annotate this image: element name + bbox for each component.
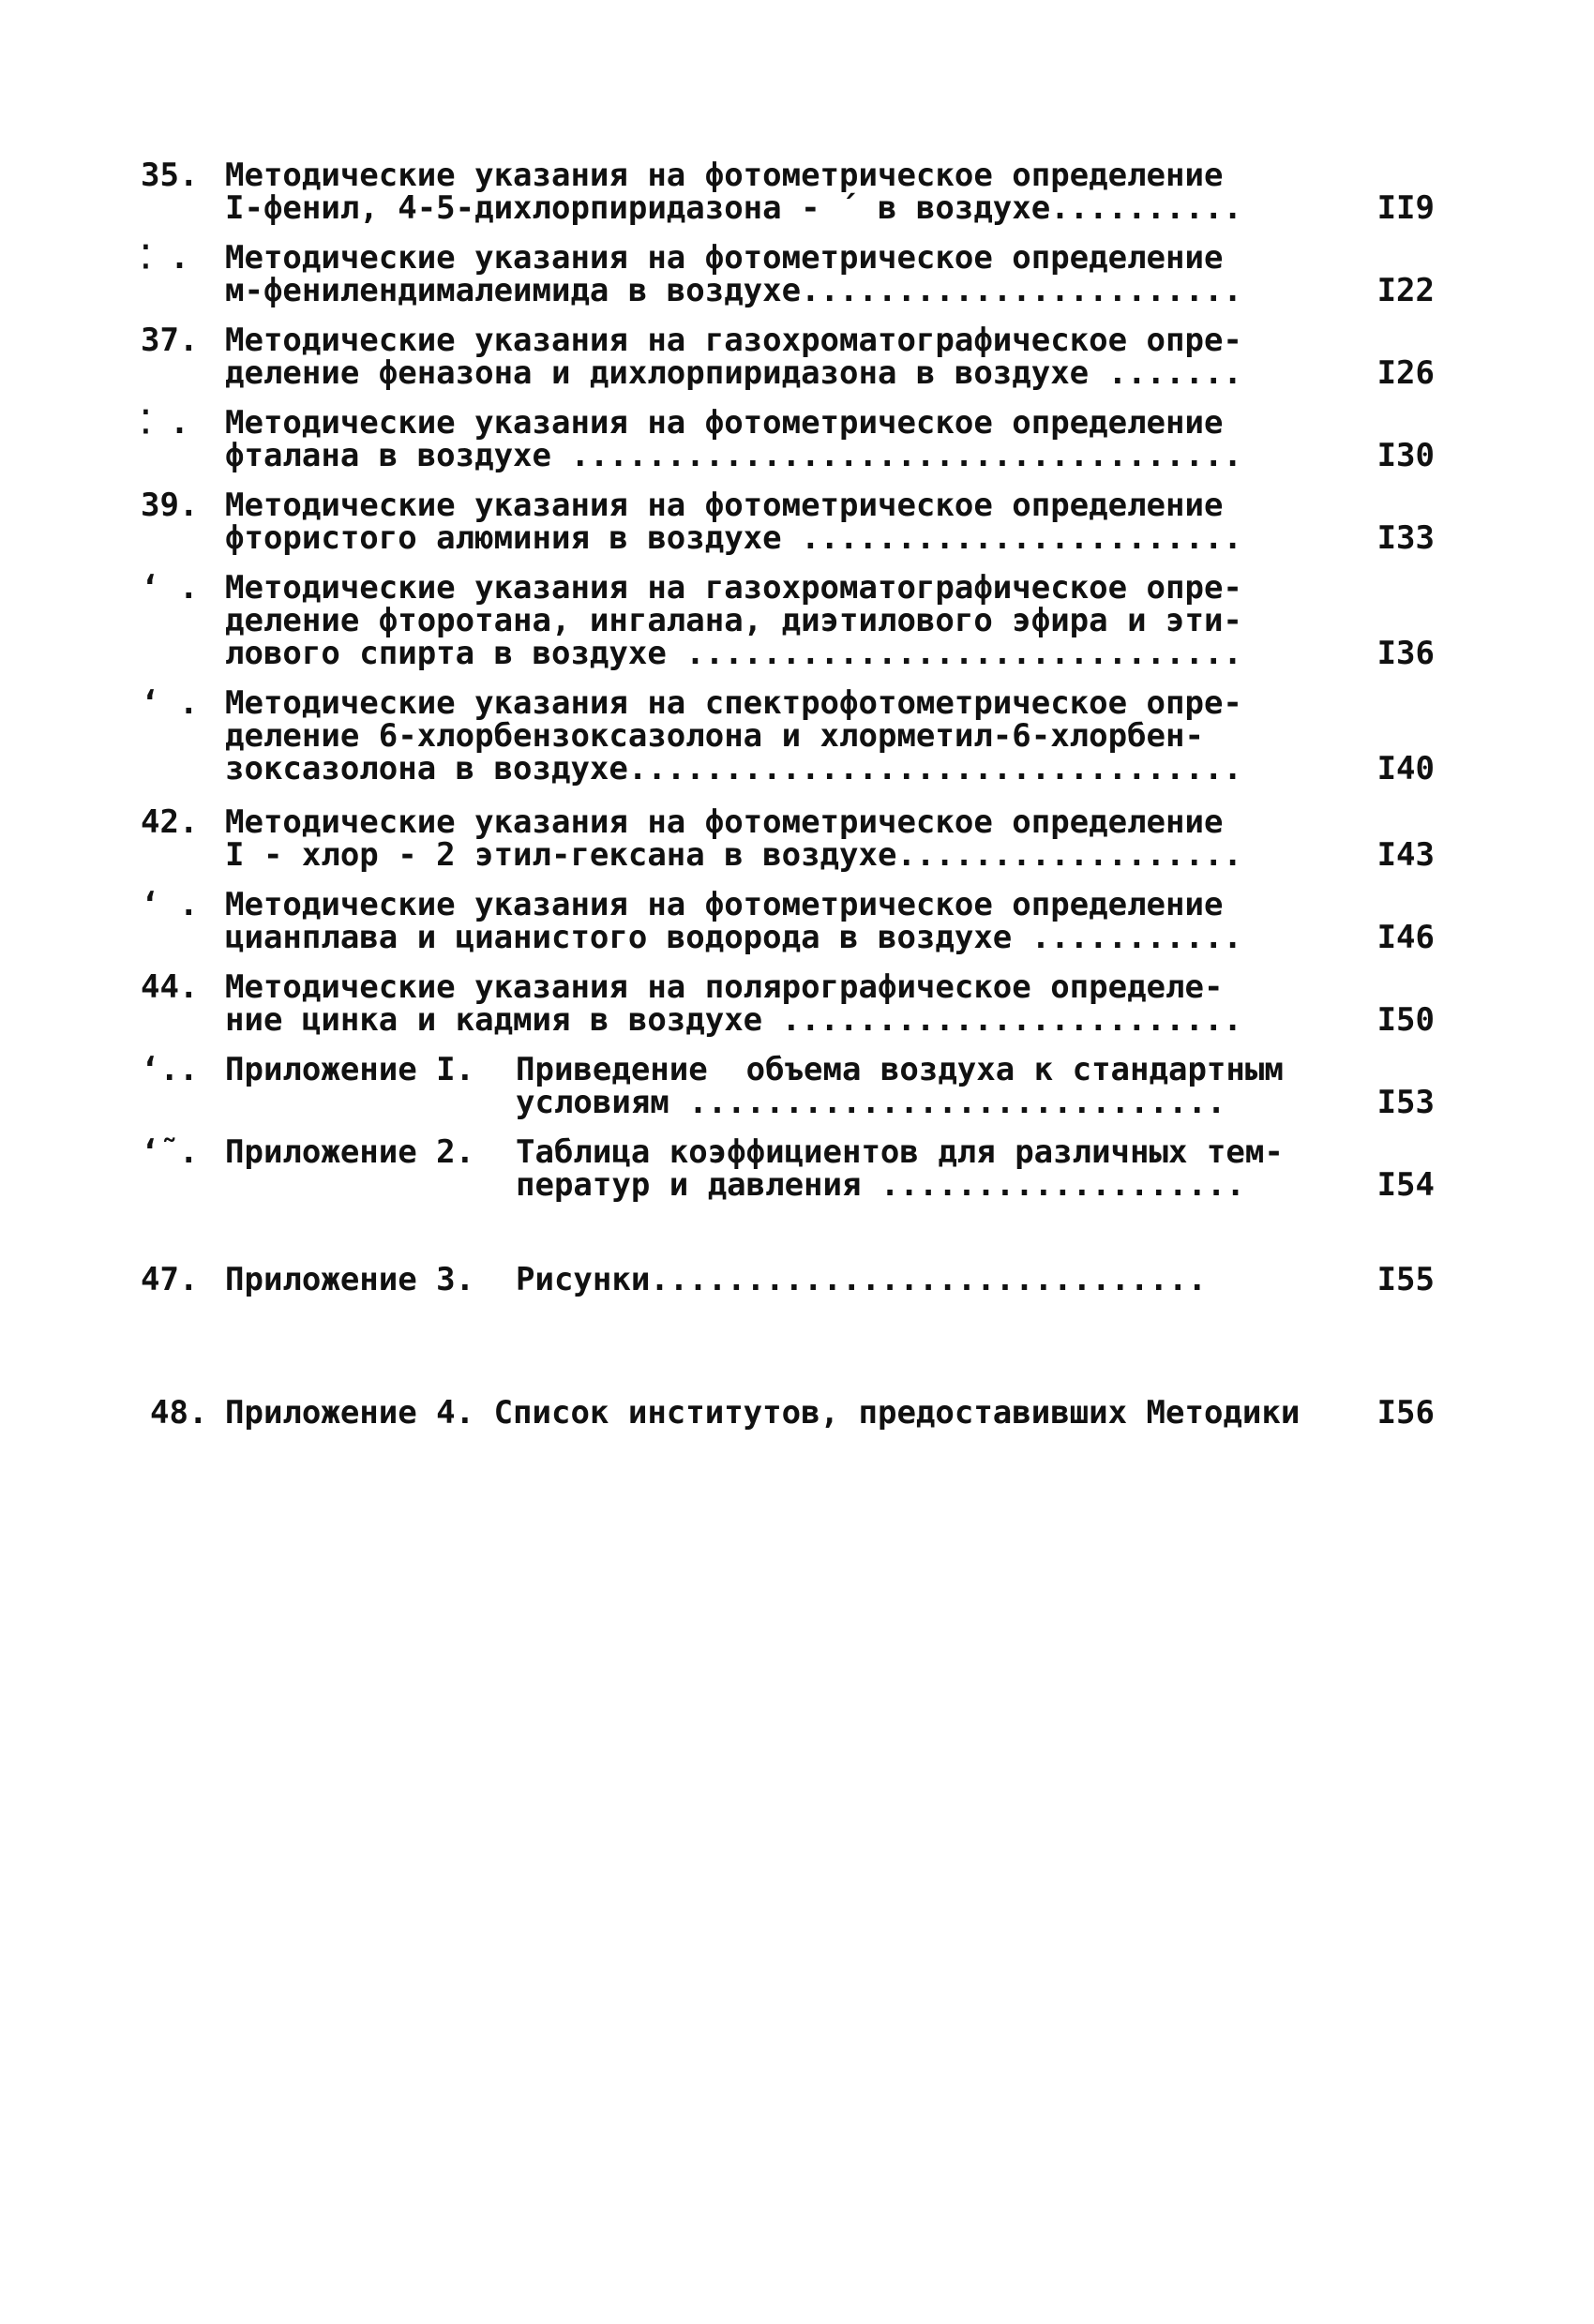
- toc-entry: [141, 803, 1435, 874]
- appendix-label: Приложение I.: [225, 1051, 475, 1088]
- page-number: I54: [1376, 1166, 1435, 1204]
- entry-line: зоксазолона в воздухе................................: [225, 753, 1242, 786]
- entry-text: [225, 889, 1313, 954]
- entry-line: цианплава и цианистого водорода в воздухе ...........: [225, 922, 1242, 954]
- page-number: I40: [1376, 750, 1435, 787]
- page-number: I36: [1376, 635, 1435, 672]
- entry-text: [225, 572, 1313, 670]
- appendix-text: [516, 1054, 1322, 1119]
- page-number: I22: [1376, 272, 1435, 309]
- page-number: I53: [1376, 1084, 1435, 1121]
- entry-number: 44.: [141, 968, 199, 1006]
- entry-line: Методические указания на газохроматографическое опре-: [225, 324, 1242, 357]
- page-number: I30: [1376, 437, 1435, 474]
- entry-line: деление феназона и дихлорпиридазона в воздухе .......: [225, 357, 1242, 390]
- page-number: II9: [1376, 189, 1435, 227]
- entry-line: Методические указания на фотометрическое определение: [225, 806, 1224, 839]
- entry-line: Методические указания на фотометрическое определение: [225, 242, 1224, 275]
- entry-number: 39.: [141, 487, 199, 524]
- entry-line: лового спирта в воздухе .............................: [225, 637, 1242, 670]
- entry-line: условиям ............................: [516, 1087, 1226, 1119]
- entry-text: [225, 242, 1313, 307]
- entry-text: [225, 971, 1313, 1037]
- entry-number: ʻ..: [141, 1051, 199, 1088]
- toc-entry: [141, 159, 1435, 225]
- entry-number: 48.: [150, 1394, 208, 1432]
- appendix-text: [516, 1136, 1322, 1202]
- entry-text: [225, 687, 1313, 786]
- toc-final-entry: [150, 1394, 1435, 1432]
- appendix-label: Приложение 2.: [225, 1133, 475, 1171]
- toc-entry: [141, 886, 1435, 956]
- entry-line: деление фторотана, ингалана, диэтилового эфира и эти-: [225, 605, 1242, 637]
- entry-line: Методические указания на спектрофотометрическое опре-: [225, 687, 1242, 720]
- toc-entry: [141, 569, 1435, 672]
- appendix-text: [516, 1264, 1322, 1297]
- entry-line: Таблица коэффициентов для различных тем-: [516, 1136, 1284, 1169]
- entry-text: [225, 1397, 1331, 1430]
- entry-line: Методические указания на фотометрическое определение: [225, 889, 1224, 922]
- entry-number: ʻ .: [141, 569, 199, 607]
- entry-number: 35.: [141, 157, 199, 194]
- page-number: I55: [1376, 1261, 1435, 1298]
- page-number: I56: [1376, 1394, 1435, 1432]
- page-number: I50: [1376, 1001, 1435, 1039]
- page-number: I46: [1376, 919, 1435, 956]
- page-number: I26: [1376, 354, 1435, 392]
- entry-line: Приведение объема воздуха к стандартным: [516, 1054, 1284, 1087]
- entry-number: 47.: [141, 1261, 199, 1298]
- entry-line: фтористого алюминия в воздухе .......................: [225, 522, 1242, 555]
- entry-line: Приложение 4. Список институтов, предоставивших Методики: [225, 1397, 1301, 1430]
- entry-line: Методические указания на полярографическое определе-: [225, 971, 1224, 1004]
- toc-entry: [141, 239, 1435, 309]
- entry-line: фталана в воздухе ...................................: [225, 440, 1242, 472]
- entry-line: Методические указания на фотометрическое определение: [225, 407, 1224, 440]
- entry-number: 37.: [141, 322, 199, 359]
- entry-line: I-фенил, 4-5-дихлорпиридазона - ´ в воздухе..........: [225, 192, 1242, 225]
- toc-entry: [141, 968, 1435, 1039]
- entry-line: Методические указания на газохроматографическое опре-: [225, 572, 1242, 605]
- entry-number: 42.: [141, 803, 199, 841]
- entry-line: Методические указания на фотометрическое определение: [225, 159, 1224, 192]
- entry-number: ʻ˜.: [141, 1133, 199, 1171]
- entry-line: деление 6-хлорбензоксазолона и хлорметил-6-хлорбен-: [225, 720, 1204, 753]
- entry-line: м-фенилендималеимида в воздухе.......................: [225, 275, 1242, 307]
- entry-line: Рисунки.............................: [516, 1264, 1207, 1297]
- toc-entry: [141, 404, 1435, 474]
- appendix-label: Приложение 3.: [225, 1261, 475, 1298]
- entry-text: [225, 324, 1313, 390]
- entry-number: ʻ .: [141, 684, 199, 722]
- toc-appendix-entry: [141, 1261, 1435, 1298]
- toc-appendix-entry: [141, 1133, 1435, 1204]
- entry-text: [225, 806, 1313, 872]
- toc-appendix-entry: [141, 1051, 1435, 1121]
- toc-entry: [141, 324, 1435, 390]
- entry-text: [225, 407, 1313, 472]
- entry-text: [225, 489, 1313, 555]
- entry-line: ператур и давления ...................: [516, 1169, 1245, 1202]
- entry-text: [225, 159, 1313, 225]
- entry-number: ʻ .: [141, 886, 199, 923]
- entry-number: ⁚ .: [141, 239, 189, 277]
- toc-entry: [141, 684, 1435, 787]
- entry-number: ⁚ .: [141, 404, 189, 442]
- entry-line: ние цинка и кадмия в воздухе ........................: [225, 1004, 1242, 1037]
- entry-line: I - хлор - 2 этил-гексана в воздухе..................: [225, 839, 1242, 872]
- toc-entry: [141, 489, 1435, 555]
- entry-line: Методические указания на фотометрическое определение: [225, 489, 1224, 522]
- page-number: I43: [1376, 836, 1435, 874]
- page-number: I33: [1376, 519, 1435, 557]
